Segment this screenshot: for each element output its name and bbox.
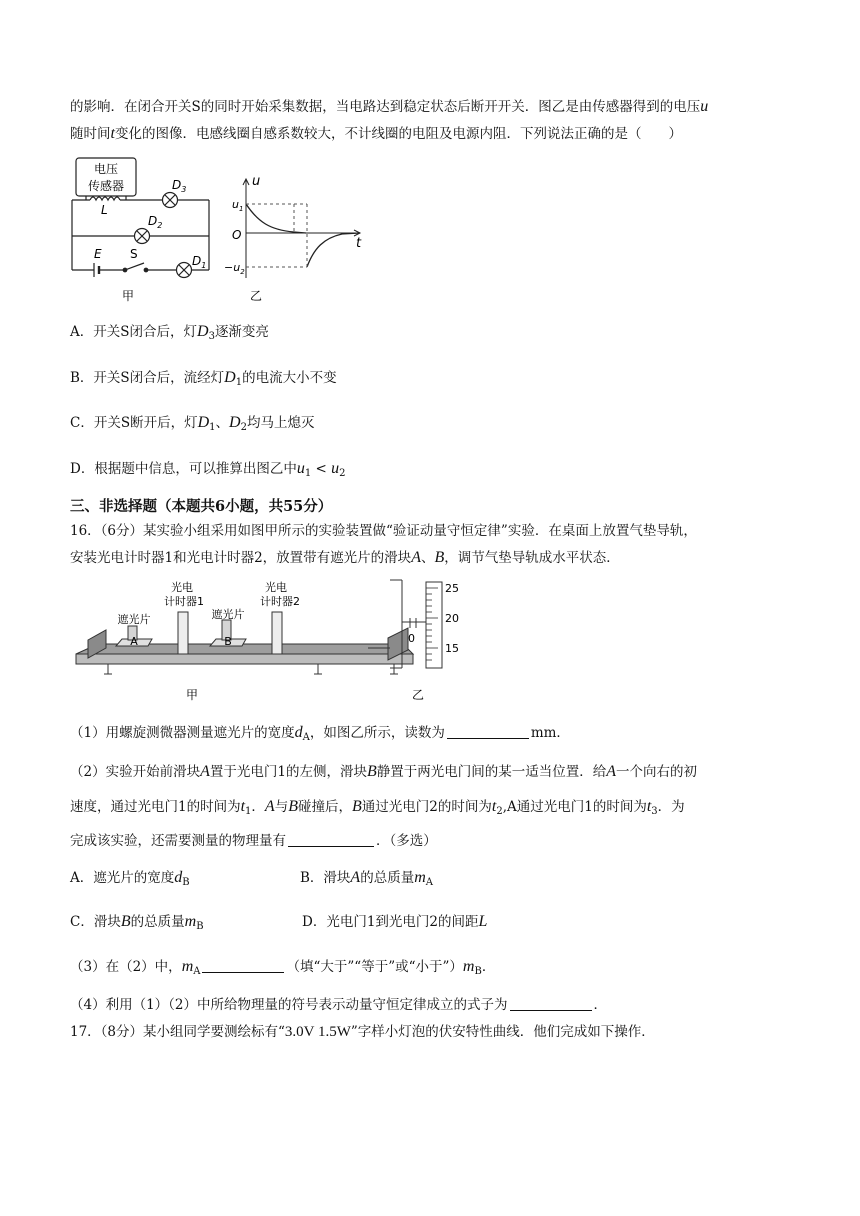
answer-blank-4[interactable]	[510, 996, 592, 1011]
lamp-d2-label: $D_2$	[148, 214, 163, 230]
u1-label: $u_1$	[232, 198, 244, 213]
q15-option-b: B．开关S闭合后，流经灯$D_1$的电流大小不变	[70, 369, 337, 388]
q16-part-4: （4）利用（1）（2）中所给物理量的符号表示动量守恒定律成立的式子为 ．	[70, 997, 608, 1013]
q16-part-1: （1）用螺旋测微器测量遮光片的宽度$d_A$，如图乙所示，读数为 mm．	[70, 724, 570, 743]
q15-option-c: C．开关S断开后，灯$D_1$、$D_2$均马上熄灭	[70, 414, 315, 433]
axis-u-label: u	[252, 174, 261, 189]
answer-blank-3[interactable]	[202, 958, 284, 973]
sensor-label-1: 电压	[93, 162, 119, 176]
caption-yi: 乙	[249, 289, 263, 303]
shade-label-2: 遮光片	[211, 608, 245, 621]
origin-label: O	[232, 228, 242, 242]
shade-label-1: 遮光片	[117, 613, 151, 626]
switch-label: S	[130, 247, 138, 261]
q16-part-2-line-2: 速度，通过光电门1的时间为$t_1$．A与B碰撞后，B通过光电门2的时间为$t_2,A$通过光电门1的时间为$t_3$．为	[70, 798, 685, 817]
mic-20: 20	[445, 612, 459, 625]
block-a-label: A	[130, 635, 138, 648]
intro-line-1: 的影响．在闭合开关S的同时开始采集数据，当电路达到稳定状态后断开开关．图乙是由传感器得到的电压u	[70, 98, 709, 115]
caption-jia-2: 甲	[185, 688, 199, 702]
q16-part-2-line-1: （2）实验开始前滑块A置于光电门1的左侧，滑块B静置于两光电门间的某一适当位置．给A一个向右的初	[70, 763, 698, 780]
q17-stem: 17．（8分）某小组同学要测绘标有“3.0V 1.5W”字样小灯泡的伏安特性曲线．他们完成如下操作．	[70, 1024, 655, 1040]
mic-15: 15	[445, 642, 459, 655]
caption-yi-2: 乙	[411, 688, 425, 702]
q16-option-c: C．滑块B的总质量$m_B$	[70, 913, 204, 932]
q16-stem-line-2: 安装光电计时器1和光电计时器2，放置带有遮光片的滑块A、B，调节气垫导轨成水平状态．	[70, 549, 620, 566]
block-b-label: B	[224, 635, 232, 648]
caption-jia: 甲	[121, 289, 135, 303]
q16-option-a: A．遮光片的宽度$d_B$	[70, 869, 190, 888]
q16-option-b: B．滑块A的总质量$m_A$	[300, 869, 433, 888]
battery-label: E	[94, 247, 102, 261]
timer1-label-2: 计时器1	[164, 595, 204, 608]
q15-option-a: A．开关S闭合后，灯$D_3$逐渐变亮	[70, 323, 269, 342]
lamp-d3-label: $D_3$	[172, 178, 187, 194]
q15-option-d: D．根据题中信息，可以推算出图乙中$u_1 < u_2$	[70, 460, 346, 479]
q16-stem-line-1: 16．（6分）某实验小组采用如图甲所示的实验装置做“验证动量守恒定律”实验．在桌面上放置气垫导轨，	[70, 523, 697, 539]
timer1-label-1: 光电	[171, 581, 193, 594]
timer2-label-1: 光电	[265, 581, 287, 594]
q16-option-d: D．光电门1到光电门2的间距L	[302, 913, 488, 930]
axis-t-label: t	[356, 236, 362, 251]
lamp-d1-label: $D_1$	[192, 254, 207, 270]
mic-25: 25	[445, 582, 459, 595]
inductor-label: L	[101, 203, 108, 217]
section-3-title: 三、非选择题（本题共6小题，共55分）	[70, 498, 333, 515]
sensor-label-2: 传感器	[87, 179, 125, 193]
figure-air-track-and-micrometer	[68, 578, 468, 708]
timer2-label-2: 计时器2	[260, 595, 300, 608]
figure-circuit-and-graph	[64, 152, 384, 312]
u2-label: $-u_2$	[224, 261, 245, 276]
q16-part-3: （3）在（2）中，$m_A$ （填“大于”“等于”或“小于$”)m_B$．	[70, 958, 496, 977]
intro-line-2: 随时间t变化的图像．电感线圈自感系数较大，不计线圈的电阻及电源内阻．下列说法正确的是（ ）	[70, 125, 682, 142]
q16-part-2-line-3: 完成该实验，还需要测量的物理量有 ．（多选）	[70, 833, 437, 849]
mic-0: 0	[408, 632, 415, 645]
answer-blank-2[interactable]	[288, 832, 374, 847]
answer-blank-1[interactable]	[447, 724, 529, 739]
